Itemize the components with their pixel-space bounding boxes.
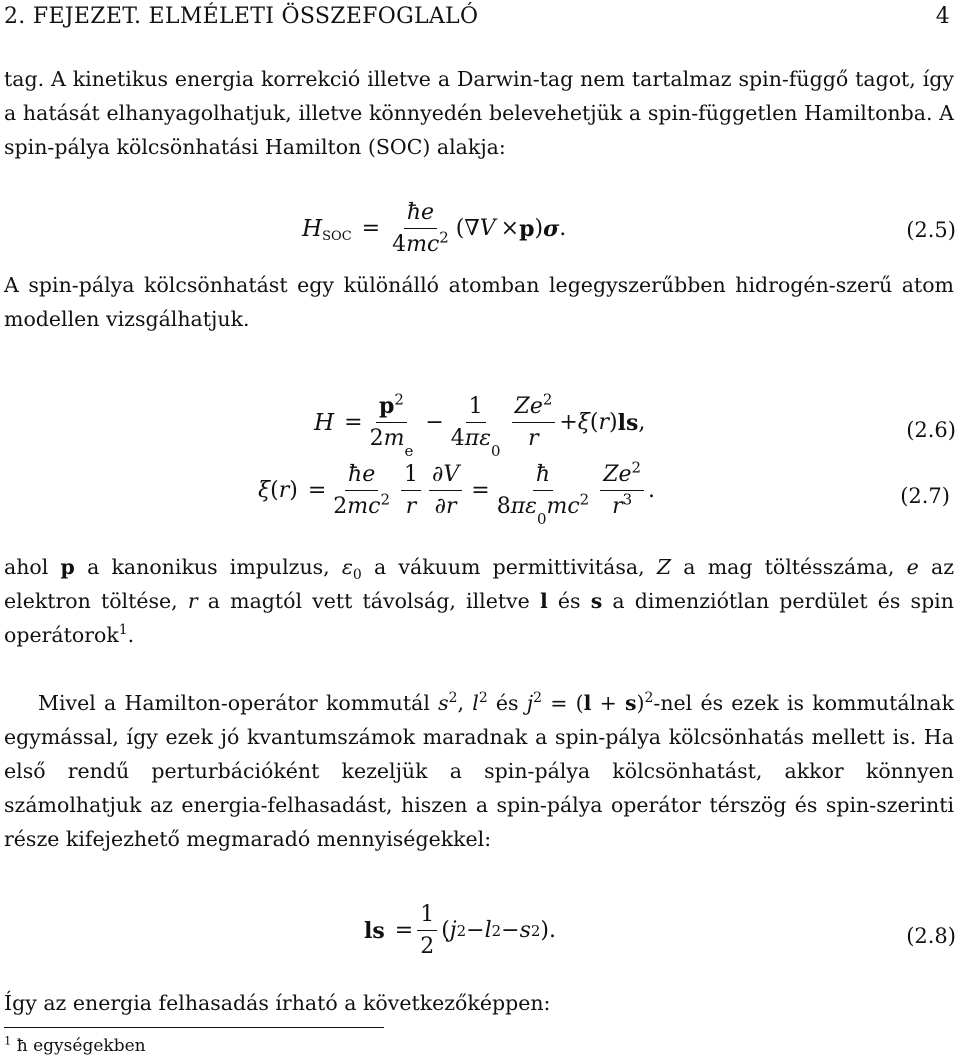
footnote-text: ħ egységekben	[16, 1036, 146, 1056]
footnote-mark: 1	[4, 1033, 12, 1048]
equation-number-2-5: (2.5)	[906, 218, 956, 242]
paragraph-definitions: ahol p a kanonikus impulzus, $\varepsilon_0$ a vákuum permittivitása, Z a mag töltésszáma, e az elektron töltése, r a magtól vett távolság, illetve l és s a dimenziótlan perdület és spin operátorok$^1$.	[4, 555, 954, 647]
equation-2-5: H $_{SOC}$ = $\frac{ħe}{4mc^2}$ (∇ V × p ) σ . (2.5)	[302, 200, 956, 258]
equation-number-2-8: (2.8)	[906, 924, 956, 948]
page-header	[4, 4, 950, 29]
footnote	[4, 1033, 146, 1056]
equation-2-6: H = $\frac{p^2}{2m_e}$ − $\frac{1}{4\pi\varepsilon_0}$ $\frac{Ze^2}{r}$ + ξ ( r ) ls , (2.6)	[314, 390, 956, 460]
equation-2-7: ξ ( r ) = $\frac{ħe}{2mc^2}$ $\frac{1}{r}$ $\frac{\partial V}{\partial r}$ = $\frac{ħ}{8\pi\varepsilon_0mc^2}$ $\frac{Ze^2}{r^3}$ . (2.7)	[258, 458, 950, 528]
page-number: 4	[935, 4, 950, 29]
paragraph-energy-splitting: Így az energia felhasadás írható a következőképpen:	[4, 991, 551, 1015]
paragraph-hydrogen-model: A spin-pálya kölcsönhatást egy különálló atomban legegyszerűbben hidrogén-szerű atom modellen vizsgálhatjuk.	[4, 273, 954, 331]
equation-2-8: ls = $\frac{1}{2}$ ( j 2 − l 2 − s 2 ). (2.8)	[364, 902, 956, 960]
footnote-rule	[4, 1027, 384, 1028]
chapter-title: 2. FEJEZET. ELMÉLETI ÖSSZEFOGLALÓ	[4, 4, 479, 29]
paragraph-perturbation: Mivel a Hamilton-operátor kommutál $s^2$, $l^2$ és $j^2 = (l + s)^2-nel$ és ezek is kommutálnak egymással, így ezek jó kvantumszámok maradnak a spin-pálya kölcsönhatás mellett is. Ha első rendű perturbációként kezeljük a spin-pálya kölcsönhatást, akkor könnyen számolhatjuk az energia-felhasadást, hiszen a spin-pálya operátor térszög és spin-szerinti része kifejezhető megmaradó mennyiségekkel:	[4, 690, 954, 851]
equation-number-2-7: (2.7)	[900, 484, 950, 508]
equation-number-2-6: (2.6)	[906, 418, 956, 442]
paragraph-intro: tag. A kinetikus energia korrekció illetve a Darwin-tag nem tartalmaz spin-függő tagot, így a hatását elhanyagolhatjuk, illetve könnyedén belevehetjük a spin-független Hamiltonba. A spin-pálya kölcsönhatási Hamilton (SOC) alakja:	[4, 67, 954, 159]
